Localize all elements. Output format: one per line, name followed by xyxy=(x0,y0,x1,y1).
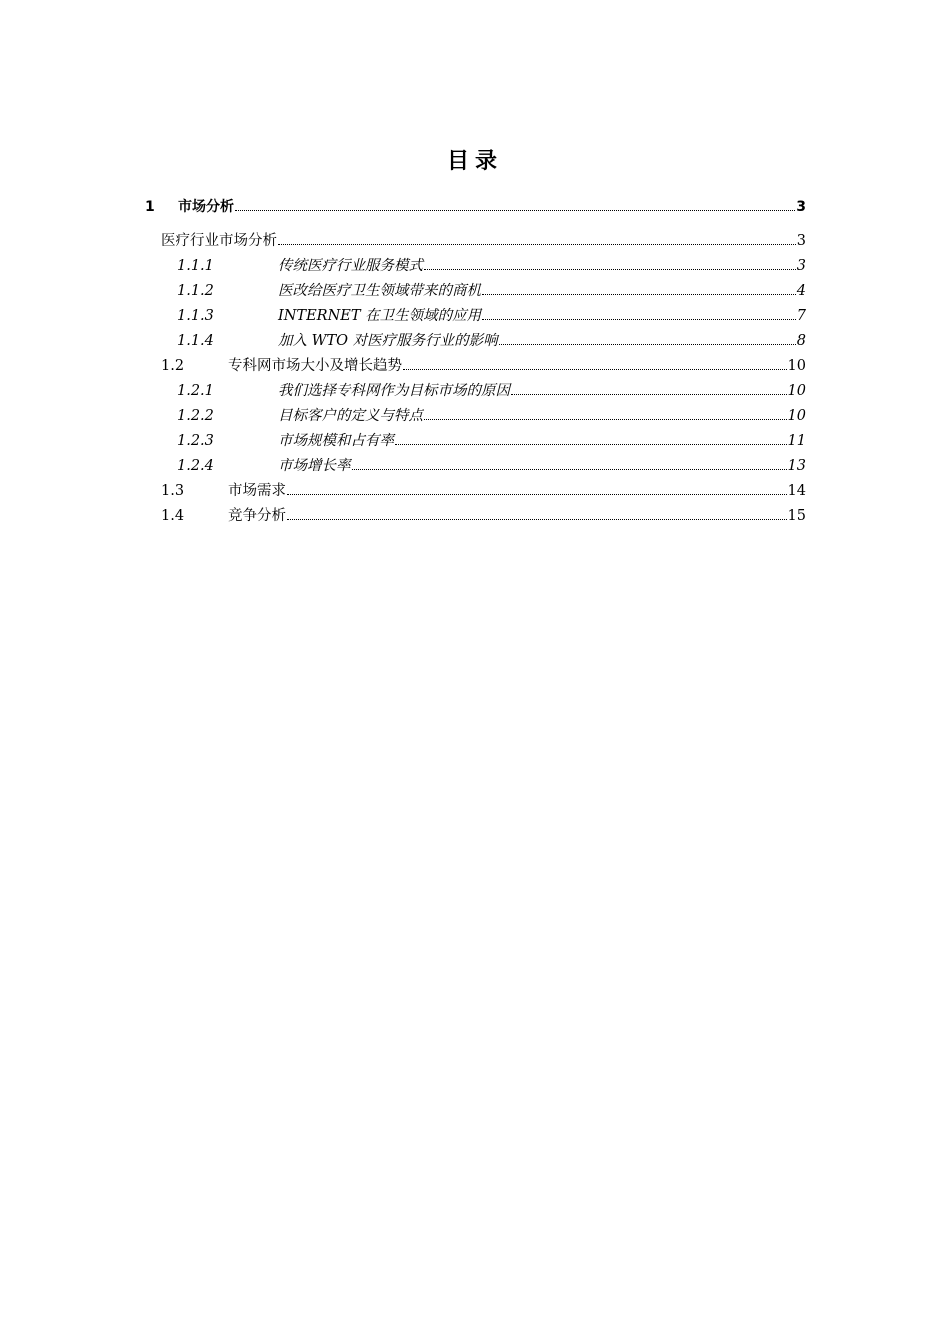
toc-entry-label: 市场需求 xyxy=(228,483,286,499)
toc-entry-number: 1 xyxy=(145,199,155,215)
toc-dot-leader xyxy=(287,518,787,520)
toc-entry-label: 市场增长率 xyxy=(278,458,351,474)
toc-entry-page: 4 xyxy=(796,283,806,299)
toc-entry-number: 1.4 xyxy=(161,508,185,524)
toc-dot-leader xyxy=(511,393,787,395)
toc-entry-label: 目标客户的定义与特点 xyxy=(278,408,423,424)
toc-dot-leader xyxy=(424,418,787,420)
toc-dot-leader xyxy=(424,268,796,270)
toc-entry[interactable] xyxy=(177,380,806,402)
toc-entry-label: 专科网市场大小及增长趋势 xyxy=(228,358,402,374)
toc-entry[interactable] xyxy=(177,455,806,477)
toc-entry[interactable] xyxy=(161,355,806,377)
toc-entry-page: 10 xyxy=(787,408,806,424)
toc-entry-number: 1.1.1 xyxy=(177,258,214,274)
toc-title: 目录 xyxy=(446,149,503,174)
toc-entry-number: 1.1.2 xyxy=(177,283,214,299)
toc-entry[interactable] xyxy=(161,505,806,527)
toc-dot-leader xyxy=(395,443,787,445)
toc-dot-leader xyxy=(499,343,796,345)
toc-entry[interactable] xyxy=(177,280,806,302)
toc-entry-number: 1.2.3 xyxy=(177,433,214,449)
toc-entry-number: 1.1.4 xyxy=(177,333,214,349)
toc-entry[interactable] xyxy=(161,230,806,252)
toc-entry-page: 8 xyxy=(796,333,806,349)
toc-dot-leader xyxy=(403,368,787,370)
toc-dot-leader xyxy=(482,318,796,320)
toc-entry-label: 我们选择专科网作为目标市场的原因 xyxy=(278,383,510,399)
toc-entry-label: 传统医疗行业服务模式 xyxy=(278,258,423,274)
toc-entry[interactable] xyxy=(177,255,806,277)
toc-entry-number: 1.1.3 xyxy=(177,308,214,324)
toc-entry-label: 市场规模和占有率 xyxy=(278,433,394,449)
toc-entry-page: 11 xyxy=(787,433,806,449)
toc-dot-leader xyxy=(482,293,796,295)
toc-entry-page: 10 xyxy=(787,358,806,374)
toc-entry-label: 医改给医疗卫生领域带来的商机 xyxy=(278,283,481,299)
toc-entry-label: 竞争分析 xyxy=(228,508,286,524)
toc-entry-number: 1.2 xyxy=(161,358,185,374)
toc-dot-leader xyxy=(352,468,787,470)
toc-entry[interactable] xyxy=(145,196,806,218)
toc-entry-number: 1.2.1 xyxy=(177,383,214,399)
toc-entry-page: 10 xyxy=(787,383,806,399)
toc-entry-label: 市场分析 xyxy=(178,199,234,215)
toc-entry-page: 3 xyxy=(796,233,806,249)
toc-entry-page: 3 xyxy=(796,199,806,215)
toc-entry[interactable] xyxy=(177,330,806,352)
toc-entry-page: 15 xyxy=(787,508,806,524)
toc-entry-page: 13 xyxy=(787,458,806,474)
toc-entry[interactable] xyxy=(161,480,806,502)
toc-dot-leader xyxy=(278,243,796,245)
toc-dot-leader xyxy=(287,493,787,495)
toc-entry-page: 3 xyxy=(796,258,806,274)
toc-dot-leader xyxy=(235,209,795,211)
toc-entry[interactable] xyxy=(177,430,806,452)
toc-entry-number: 1.2.4 xyxy=(177,458,214,474)
toc-entry[interactable] xyxy=(177,305,806,327)
toc-entry-number: 1.2.2 xyxy=(177,408,214,424)
toc-entry-label: 医疗行业市场分析 xyxy=(161,233,277,249)
toc-entry-page: 7 xyxy=(796,308,806,324)
toc-entry-label: INTERNET 在卫生领域的应用 xyxy=(278,308,482,324)
toc-entry-page: 14 xyxy=(787,483,806,499)
toc-entry-number: 1.3 xyxy=(161,483,185,499)
toc-entry-label: 加入 WTO 对医疗服务行业的影响 xyxy=(278,333,498,349)
toc-entry[interactable] xyxy=(177,405,806,427)
